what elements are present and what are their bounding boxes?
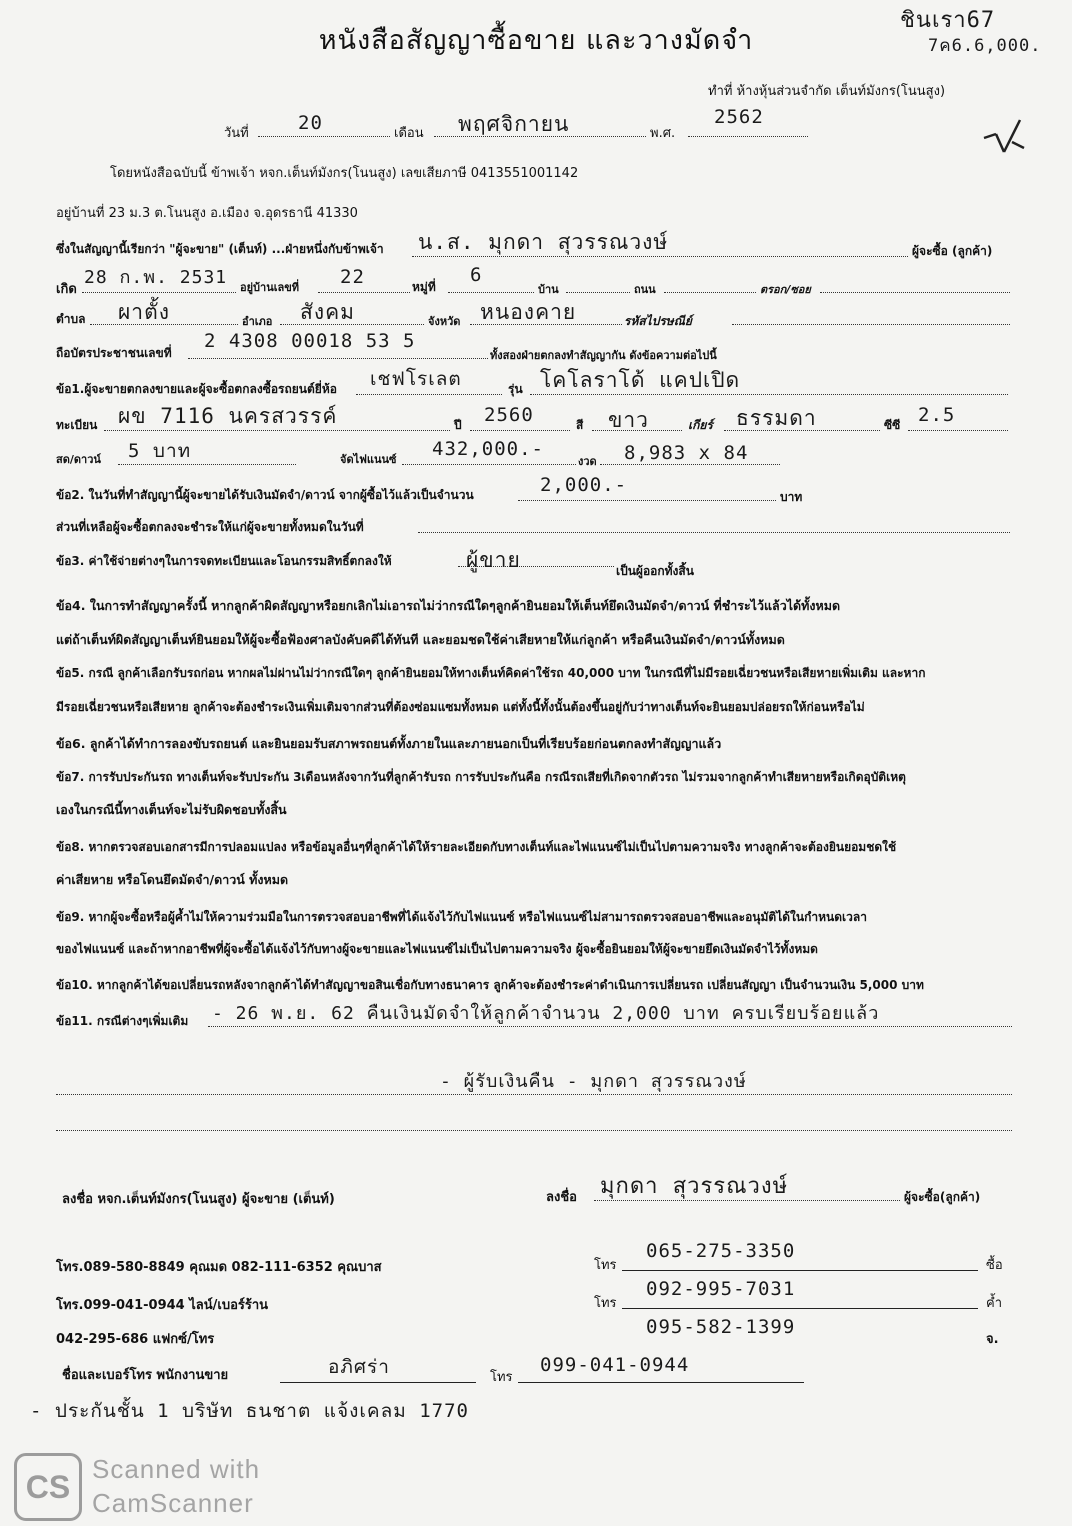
- clause-7-line-2: เองในกรณีนี้ทางเต็นท์จะไม่รับผิดชอบทั้งสิ้น: [56, 802, 287, 817]
- moo-label: หมู่ที่: [412, 280, 436, 294]
- buyer-signature-suffix: ผู้จะซื้อ(ลูกค้า): [904, 1190, 981, 1204]
- made-at: ทำที่ ห้างหุ้นส่วนจำกัด เต็นท์มังกร(โนนสูง): [708, 84, 946, 99]
- buyer-phone-2-tag: ค้ำ: [986, 1296, 1002, 1311]
- car-cc: 2.5: [918, 404, 956, 426]
- buyer-phone-2: 092-995-7031: [646, 1278, 796, 1300]
- clause-10: ข้อ10. หากลูกค้าได้ขอเปลี่ยนรถหลังจากลูกค้าได้ทำสัญญาขอสินเชื่อกับทางธนาคาร ลูกค้าจะต้องชำระค่าดำเนินการเปลี่ยนรถ เปลี่ยนสัญญา เป็นจำนวนเงิน 5,000 บาท: [56, 978, 924, 992]
- car-brand: เชฟโรเลต: [370, 368, 462, 390]
- amphoe-value: สังคม: [300, 300, 355, 324]
- document-title: หนังสือสัญญาซื้อขาย และวางมัดจำ: [318, 25, 754, 56]
- phone-label-1: โทร: [594, 1258, 617, 1273]
- camscanner-logo-icon: CS: [14, 1453, 82, 1521]
- installment-label: งวด: [578, 455, 597, 468]
- id-number: 2 4308 00018 53 5: [204, 330, 416, 352]
- clause-9-line-2: ของไฟแนนซ์ และถ้าหากอาชีพที่ผู้จะซื้อได้แจ้งไว้กับทางผู้จะขายและไฟแนนซ์ไม่เป็นไปตามความจริง ผู้จะซื้อยินยอมให้ผู้จะขายยึดเงินมัดจำไว้ทั้งหมด: [56, 942, 818, 956]
- insurance-note: - ประกันชั้น 1 บริษัท ธนชาต แจ้งเคลม 1770: [30, 1400, 469, 1422]
- staff-name: อภิศร่า: [328, 1356, 390, 1378]
- day-label: วันที่: [224, 126, 249, 141]
- clause-11-label: ข้อ11. กรณีต่างๆเพิ่มเติม: [56, 1014, 189, 1028]
- buyer-phone-1-tag: ซื้อ: [986, 1258, 1003, 1273]
- model-label: รุ่น: [508, 382, 523, 396]
- car-year: 2560: [484, 404, 534, 426]
- check-mark-icon: [982, 118, 1026, 156]
- house-value: 22: [340, 266, 365, 288]
- staff-label: ชื่อและเบอร์โทร พนักงานขาย: [62, 1368, 229, 1383]
- year-value: 2562: [714, 106, 764, 128]
- car-down: 5 บาท: [128, 440, 192, 462]
- watermark-line-1: Scanned with: [92, 1454, 261, 1484]
- clause-3-text: ข้อ3. ค่าใช้จ่ายต่างๆในการจดทะเบียนและโอนกรรมสิทธิ์ตกลงให้: [56, 554, 392, 568]
- month-label: เดือน: [394, 126, 424, 141]
- buyer-phone-3-tag: จ.: [986, 1332, 999, 1347]
- clause-8-line-2: ค่าเสียหาย หรือโดนยึดมัดจำ/ดาวน์ ทั้งหมด: [56, 872, 289, 887]
- road-label: ถนน: [634, 283, 656, 296]
- clause-3-party: ผู้ขาย: [466, 548, 521, 572]
- watermark-line-2: CamScanner: [92, 1488, 254, 1518]
- car-gear: ธรรมดา: [736, 406, 817, 430]
- car-color: ขาว: [608, 408, 649, 432]
- house-label: อยู่บ้านเลขที่: [240, 281, 300, 294]
- car-installment: 8,983 x 84: [624, 442, 749, 464]
- seller-phone-1: โทร.089-580-8849 คุณมด 082-111-6352 คุณบาส: [56, 1260, 382, 1275]
- buyer-name: น.ส. มุกดา สุวรรณวงษ์: [418, 230, 669, 254]
- clause-11-note-2: - ผู้รับเงินคืน - มุกดา สุวรรณวงษ์: [440, 1071, 747, 1092]
- staff-phone: 099-041-0944: [540, 1354, 690, 1376]
- clause-2-rest: ส่วนที่เหลือผู้จะซื้อตกลงจะชำระให้แก่ผู้จะขายทั้งหมดในวันที่: [56, 520, 364, 534]
- clause-1-label: ข้อ1.ผู้จะขายตกลงขายและผู้จะซื้อตกลงซื้อรถยนต์ยี่ห้อ: [56, 382, 337, 396]
- car-model: โคโลราโด้ แคปเปิด: [540, 368, 741, 392]
- year-label: พ.ศ.: [650, 126, 676, 141]
- clause-5-line-1: ข้อ5. กรณี ลูกค้าเลือกรับรถก่อน หากผลไม่ผ่านไม่ว่ากรณีใดๆ ลูกค้ายินยอมให้ทางเต็นท์คิดค่าใช้รถ 40,000 บาท ในกรณีที่ไม่มีรอยเฉี่ยวชนหรือเสียหายเพิ่มเติม และหาก: [56, 666, 926, 680]
- gear-label: เกียร์: [688, 418, 713, 432]
- seller-prefix: ซึ่งในสัญญานี้เรียกว่า "ผู้จะขาย" (เต็นท์) ...ฝ่ายหนึ่งกับข้าพเจ้า: [56, 242, 384, 256]
- clause-9-line-1: ข้อ9. หากผู้จะซื้อหรือผู้ค้ำไม่ให้ความร่วมมือในการตรวจสอบอาชีพที่ได้แจ้งไว้กับไฟแนนซ์ หรือไฟแนนซ์ไม่สามารถตรวจสอบอาชีพและอนุมัติได้ในกำหนดเวลา: [56, 910, 867, 924]
- clause-7-line-1: ข้อ7. การรับประกันรถ ทางเต็นท์จะรับประกัน 3เดือนหลังจากวันที่ลูกค้ารับรถ การรับประกันคือ กรณีรถเสียที่เกิดจากตัวรถ ไม่รวมจากลูกค้าทำเสียหายหรือเกิดอุบัติเหตุ: [56, 770, 906, 784]
- car-year-label: ปี: [454, 418, 462, 432]
- born-value: 28 ก.พ. 2531: [84, 267, 228, 288]
- amphoe-label: อำเภอ: [242, 315, 273, 328]
- corner-note-2: 7ค6.6,000.: [928, 36, 1042, 56]
- buyer-phone-1: 065-275-3350: [646, 1240, 796, 1262]
- clause-4-line-2: แต่ถ้าเต็นท์ผิดสัญญาเต็นท์ยินยอมให้ผู้จะซื้อฟ้องศาลบังคับคดีได้ทันที และยอมชดใช้ค่าเสียหายให้แก่ลูกค้า หรือคืนเงินมัดจำ/ดาวน์ทั้งหมด: [56, 632, 785, 647]
- cc-label: ซีซี: [884, 418, 901, 432]
- buyer-signature-label: ลงชื่อ: [546, 1190, 577, 1205]
- buyer-suffix: ผู้จะซื้อ (ลูกค้า): [912, 244, 993, 258]
- clause-6: ข้อ6. ลูกค้าได้ทำการลองขับรถยนต์ และยินยอมรับสภาพรถยนต์ทั้งภายในและภายนอกเป็นที่เรียบร้อยก่อนตกลงทำสัญญาแล้ว: [56, 736, 722, 751]
- soi-label: ตรอก/ซอย: [760, 283, 811, 296]
- down-label: สด/ดาวน์: [56, 453, 101, 466]
- tambon-label: ตำบล: [56, 312, 86, 326]
- reg-label: ทะเบียน: [56, 418, 98, 432]
- intro-line-2: อยู่บ้านที่ 23 ม.3 ต.โนนสูง อ.เมือง จ.อุดรธานี 41330: [56, 206, 358, 221]
- village-label: บ้าน: [538, 283, 559, 296]
- seller-fax: 042-295-686 แฟกซ์/โทร: [56, 1332, 215, 1347]
- finance-label: จัดไฟแนนซ์: [340, 453, 397, 466]
- car-color-label: สี: [576, 418, 584, 432]
- clause-4-line-1: ข้อ4. ในการทำสัญญาครั้งนี้ หากลูกค้าผิดสัญญาหรือยกเลิกไม่เอารถไม่ว่ากรณีใดๆลูกค้ายินยอมให้เต็นท์ยึดเงินมัดจำ/ดาวน์ ที่ชำระไว้แล้วได้ทั้งหมด: [56, 598, 841, 613]
- staff-phone-label: โทร: [490, 1370, 513, 1385]
- clause-3-suffix: เป็นผู้ออกทั้งสิ้น: [616, 564, 694, 578]
- car-finance: 432,000.-: [432, 438, 544, 460]
- car-registration: ผข 7116 นครสวรรค์: [118, 404, 338, 428]
- clause-8-line-1: ข้อ8. หากตรวจสอบเอกสารมีการปลอมแปลง หรือข้อมูลอื่นๆที่ลูกค้าได้ให้รายละเอียดกับทางเต็นท์และไฟแนนซ์ไม่เป็นไปตามความจริง ทางลูกค้าจะต้องยินยอมชดใช้: [56, 840, 897, 854]
- buyer-phone-3: 095-582-1399: [646, 1316, 796, 1338]
- month-value: พฤศจิกายน: [458, 112, 570, 136]
- postal-label: รหัสไปรษณีย์: [624, 314, 692, 328]
- phone-label-2: โทร: [594, 1296, 617, 1311]
- born-label: เกิด: [56, 282, 77, 297]
- day-value: 20: [298, 112, 323, 134]
- province-label: จังหวัด: [428, 315, 461, 328]
- clause-2-unit: บาท: [780, 490, 803, 504]
- corner-note-1: ชินเรา67: [900, 8, 996, 33]
- province-value: หนองคาย: [480, 300, 577, 324]
- id-label: ถือบัตรประชาชนเลขที่: [56, 346, 172, 360]
- clause-2-amount: 2,000.-: [540, 474, 628, 496]
- clause-5-line-2: มีรอยเฉี่ยวชนหรือเสียหาย ลูกค้าจะต้องชำระเงินเพิ่มเติมจากส่วนที่ต้องซ่อมแซมทั้งหมด แต่ทั้งนี้ทั้งนั้นต้องขึ้นอยู่กับว่าทางเต็นท์จะยินยอมปล่อยรถให้ก่อนหรือไม่: [56, 700, 865, 714]
- moo-value: 6: [470, 264, 483, 286]
- id-suffix: ทั้งสองฝ่ายตกลงทำสัญญากัน ดังข้อความต่อไปนี้: [490, 349, 717, 362]
- seller-phone-2: โทร.099-041-0944 ไลน์/เบอร์ร้าน: [56, 1298, 269, 1313]
- tambon-value: ผาตั้ง: [118, 300, 170, 324]
- clause-2-text: ข้อ2. ในวันที่ทำสัญญานี้ผู้จะขายได้รับเงินมัดจำ/ดาวน์ จากผู้ซื้อไว้แล้วเป็นจำนวน: [56, 488, 474, 502]
- clause-11-note-1: - 26 พ.ย. 62 คืนเงินมัดจำให้ลูกค้าจำนวน 2,000 บาท ครบเรียบร้อยแล้ว: [212, 1003, 880, 1024]
- seller-signature: ลงชื่อ หจก.เต็นท์มังกร(โนนสูง) ผู้จะขาย (เต็นท์): [62, 1192, 335, 1207]
- intro-line-1: โดยหนังสือฉบับนี้ ข้าพเจ้า หจก.เต็นท์มังกร(โนนสูง) เลขเสียภาษี 0413551001142: [110, 166, 579, 181]
- buyer-signature: มุกดา สุวรรณวงษ์: [600, 1174, 789, 1199]
